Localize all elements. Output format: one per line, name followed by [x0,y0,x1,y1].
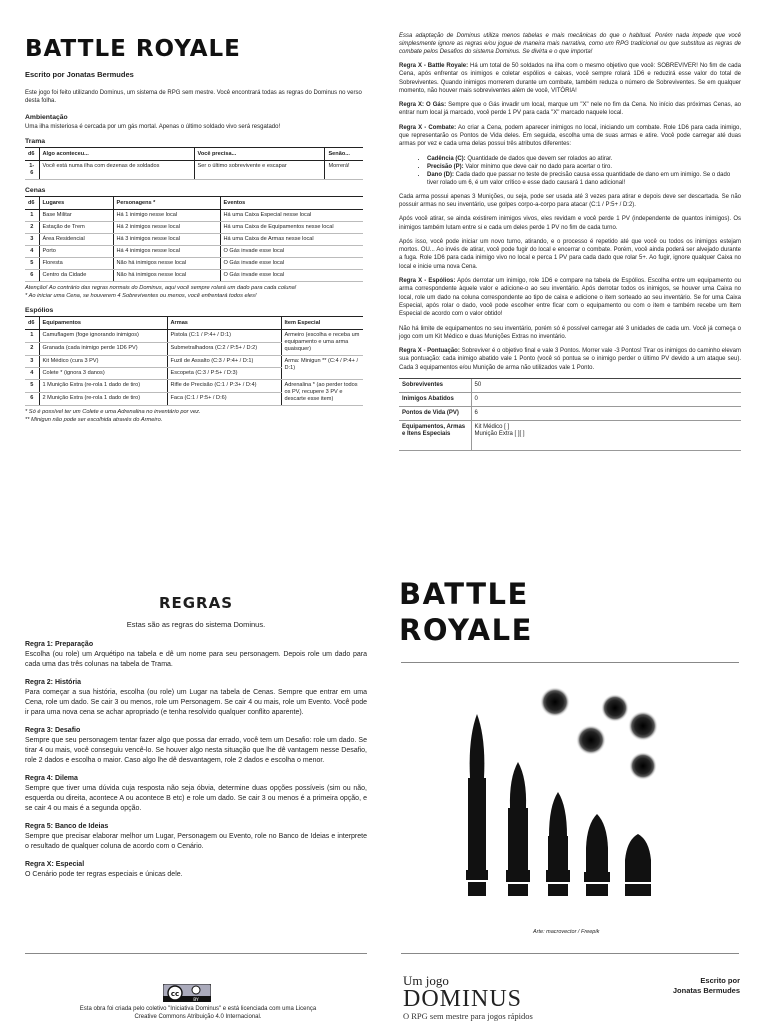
col-header: Personagens * [113,197,220,210]
attr-name: Dano (D): [427,171,454,178]
table-cell: Há 2 inimigos nesse local [113,222,220,234]
table-cell: O Gás invade esse local [220,258,363,270]
table-cell: Kit Médico (cura 3 PV) [39,356,167,368]
rule-text: O Cenário pode ter regras especiais e únicas dele. [25,871,183,878]
rule-heading: Regra X - Pontuação: [399,348,460,355]
table-cell: Floresta [39,258,113,270]
rules-page-right [399,32,741,451]
table-cell: Há uma Caixa de Equipamentos nesse local [220,222,363,234]
col-header: d6 [25,148,39,161]
table-cell: Faca (C:1 / P:5+ / D:6) [167,393,281,406]
table-row [25,270,363,282]
rule-heading: Regra 2: História [25,679,82,686]
col-header: Item Especial [281,317,363,330]
col-header: Você precisa... [194,148,325,161]
rule-heading: Regra 1: Preparação [25,641,94,648]
table-row [25,380,363,393]
table-cell: Submetralhadora (C:2 / P:5+ / D:2) [167,343,281,356]
rules-subtitle: Estas são as regras do sistema Dominus. [126,620,266,629]
back-author-name: Jonatas Bermudes [672,986,740,995]
table-cell: Você está numa ilha com dezenas de soldados [39,161,194,180]
col-header: Algo aconteceu... [39,148,194,161]
rule-paragraph [399,101,741,118]
rule-heading: Regra 3: Desafio [25,727,81,734]
rule-text: Escolha (ou role) um Arquétipo na tabela e dê um nome para seu personagem. Depois role um dado para cada uma das três colunas na tabela de Trama. [25,651,367,668]
dominus-tagline: O RPG sem mestre para jogos rápidos [403,1011,533,1021]
rule-text: Para começar a sua história, escolha (ou role) um Lugar na tabela de Cenas. Sempre que entrar em uma Cena, role um dado. Se cair 3 ou menos, role um Personagem. Se cair 4 ou mais, role um Evento. Você pode ir para uma nova cena se achar apropriado (e tenha resolvido qualquer conflito aparente). [25,689,367,716]
table-cell: O Gás invade esse local [220,246,363,258]
dominus-rules [25,594,367,888]
table-cell: Arma: Minigun ** (C:4 / P:4+ / D:1) [281,356,363,380]
espolios-note-1: * Só é possível ter um Colete e uma Adrenalina no inventário por vez. [25,409,201,415]
adaptation-intro: Essa adaptação de Dominus utiliza menos tabelas e mais mecânicas do que o habitual. Porém nada impede que você simplesmente ignore as regras e/ou jogue de maneira mais narrativa, como um RPG tradicional ou que substitua as regras de combate pelos Desafios do sistema Dominus. Se divirta e o que importa! [399,33,741,55]
rule-text: Sempre que seu personagem tentar fazer algo que possa dar errado, você tem um Desafio: role um dado. Se tirar 4 ou mais, você conseguiu vencê-lo. Se houver algo nesta situação que lhe dê vantagem nesse Desafio, role 2 dados e escolha o maior. Caso algo lhe dê desvantagem, role 2 dados e escolha o menor. [25,737,367,764]
score-value[interactable]: Kit Médico [ ] Munição Extra [ ][ ] [471,421,741,451]
attr-text: Quantidade de dados que devem ser rolados ao atirar. [467,155,613,162]
score-label: Inimigos Abatidos [399,393,471,407]
cc-license-badge [163,984,211,1002]
score-value[interactable]: 6 [471,407,741,421]
table-cell: Não há inimigos nesse local [113,258,220,270]
attr-name: Precisão (P): [427,163,464,170]
cenas-heading: Cenas [25,187,46,194]
table-row [25,246,363,258]
col-header: d6 [25,317,39,330]
table-cell: Há uma Caixa de Armas nesse local [220,234,363,246]
intro-text: Este jogo foi feito utilizando Dominus, um sistema de RPG sem mestre. Você encontrará todas as regras do Dominus no verso desta folha. [25,90,362,104]
rule-heading: Regra X - Combate: [399,124,457,131]
table-cell: O Gás invade esse local [220,270,363,282]
table-cell: Camuflagem (foge ignorando inimigos) [39,330,167,343]
table-cell: 2 [25,222,39,234]
table-row [25,356,363,368]
table-cell: Fuzil de Assalto (C:3 / P:4+ / D:1) [167,356,281,368]
art-credit: Arte: macrovector / Freepik [533,929,600,935]
weapon-attributes-list [427,155,741,187]
combat-paragraph: Após isso, você pode iniciar um novo turno, atirando, e o processo é repetido até que você ou todos os inimigos estejam mortos. OU... Ao invés de atirar, você pode fugir do local e encerrar o combate. Porém, você ainda poderá ser alvejado durante a fuga. Role 1D6 para cada inimigo vivo no local e perca 1 PV para cada dado que rolar 5+. Ao fugir, ignore qualquer Caixa no local e inicie uma nova Cena. [399,238,741,270]
list-item [427,171,741,187]
score-label: Pontos de Vida (PV) [399,407,471,421]
back-cover [399,576,741,648]
cenas-table [25,196,363,282]
table-cell: 6 [25,393,39,406]
dominus-wordmark: DOMINUS [403,986,523,1012]
rule-heading: Regra X: O Gás: [399,102,447,109]
col-header: Eventos [220,197,363,210]
score-value[interactable]: 0 [471,393,741,407]
espolios-table [25,316,363,406]
table-cell: Área Residencial [39,234,113,246]
rule-heading: Regra 5: Banco de Ideias [25,823,109,830]
front-page [25,36,363,424]
table-cell: Centro da Cidade [39,270,113,282]
col-header: d6 [25,197,39,210]
um-jogo-text: Um jogo [403,973,449,988]
table-row [25,330,363,343]
attr-text: Valor mínimo que deve cair no dado para acertar o tiro. [465,163,612,170]
table-cell: Ser o último sobrevivente e escapar [194,161,325,180]
rule-paragraph [399,124,741,149]
rule-text: Sempre que tiver uma dúvida cuja resposta não seja óbvia, determine duas opções possíveis (sim ou não, esquerda ou direita, acontece A ou acontece B etc) e role um dado. Se cair 3 ou menos é a primeira opção, e se cair 4 ou mais é a segunda opção. [25,785,367,812]
table-cell: Granada (cada inimigo perde 1D6 PV) [39,343,167,356]
table-cell: 6 [25,270,39,282]
back-author [600,976,740,996]
table-row [25,161,363,180]
table-cell: 2 Munição Extra (re-rola 1 dado de tiro) [39,393,167,406]
espolios-note-2: ** Minigun não pode ser escolhida através do Armeiro. [25,416,163,423]
score-label: Sobreviventes [399,379,471,393]
rule-heading: Regra 4: Dilema [25,775,78,782]
table-cell: Há 4 inimigos nesse local [113,246,220,258]
table-cell: 4 [25,368,39,380]
rule-paragraph [399,62,741,95]
divider [401,662,739,663]
table-cell: Base Militar [39,210,113,222]
table-cell: Escopeta (C:3 / P:5+ / D:3) [167,368,281,380]
table-row [25,222,363,234]
cover-title-1: BATTLE [399,577,529,611]
table-cell: 3 [25,234,39,246]
table-cell: 5 [25,380,39,393]
table-cell: 3 [25,356,39,368]
combat-paragraph: Após você atirar, se ainda existirem inimigos vivos, eles revidam e você perde 1 PV (independente de quantos inimigos). Os inimigos também lutam entre si e cada um deles perde 1 PV no fim de cada turno. [399,216,741,231]
table-cell: Adrenalina * (ao perder todos os PV, recupere 3 PV e descarte esse item) [281,380,363,406]
table-cell: Rifle de Precisão (C:1 / P:3+ / D:4) [167,380,281,393]
escrito-por-label: Escrito por [700,976,740,985]
table-cell: 2 [25,343,39,356]
table-cell: 1 [25,210,39,222]
table-cell: Armeiro (escolha e receba um equipamento e uma arma quaisquer) [281,330,363,356]
table-cell: Pistola (C:1 / P:4+ / D:1) [167,330,281,343]
combat-paragraph: Cada arma possui apenas 3 Munições, ou seja, pode ser usada até 3 vezes para atirar e depois deve ser descartada. Se não possuir armas no seu inventário, use golpes corpo-a-corpo para atacar (C:1 / P:5+ / D:2). [399,193,741,208]
score-value[interactable]: 50 [471,379,741,393]
rule-text: Sempre que precisar elaborar melhor um Lugar, Personagem ou Evento, role no Banco de Ideias e interprete o resultado de qualquer coluna de acordo com o Cenário. [25,833,367,850]
divider [25,953,367,954]
table-row [399,407,741,421]
table-cell: 4 [25,246,39,258]
cenas-note-enemies: * Ao iniciar uma Cena, se houverem 4 Sobreviventes ou menos, você enfrentará todos eles! [25,292,257,299]
table-cell: Estação de Trem [39,222,113,234]
game-title: BATTLE ROYALE [25,36,241,62]
table-row [25,234,363,246]
col-header: Lugares [39,197,113,210]
col-header: Senão... [325,148,363,161]
trama-table [25,147,363,180]
cc-by-icon [163,984,211,1002]
rule-text: Sempre que o Gás invadir um local, marque um "X" nele no fim da Cena. No início das próximas Cenas, ao entrar num local já marcado, você perde 1 PV para cada "X" marcado naquele local. [399,102,742,117]
table-cell: 1 [25,330,39,343]
license-text: Esta obra foi criada pelo coletivo "Iniciativa Dominus" e está licenciada com uma Licença Creative Commons Atribuição 4.0 Internacional. [79,1006,317,1020]
bullets-illustration [445,678,685,918]
score-label: Equipamentos, Armas e Itens Especiais [399,421,471,451]
table-cell: Há 3 inimigos nesse local [113,234,220,246]
rule-text: Sobreviver é o objetivo final e vale 3 Pontos. Morrer vale -3 Pontos! Tirar os inimigos do caminho elevam sua pontuação: cada inimigo abatido vale 1 Ponto (você só pontua se o inimigo perder o último PV devido a um ataque seu). Cada 3 equipamentos e/ou Munição de arma não utilizados vale 1 Ponto. [399,348,742,371]
rule-text: Há um total de 50 soldados na ilha com o mesmo objetivo que você: SOBREVIVER! No fim de cada Cena, após enfrentar os inimigos e coletar espólios e caixas, você sempre rolará 1D6 e reduzirá esse valor do total de Sobreviventes. Quando inimigos morrerem durante um combate, também reduza o número de Sobreviventes. Se em qualquer momento, não houver mais sobreviventes além de você, VITÓRIA! [399,63,741,94]
rule-text: Após derrotar um inimigo, role 1D6 e compare na tabela de Espólios. Escolha entre um equipamento ou arma correspondente àquele valor e adicione-o ao seu inventário. Após derrotar todos os inimigos, se houver uma Caixa no local, role um dado na coluna correspondente ao tipo de caixa e adicione o item sorteado ao seu inventário. Se for uma Caixa Especial, após rolar o dado, você pode escolher entre ficar com o equipamento ou com o item e também recebe um Item Especial de acordo com o valor obtido! [399,278,741,318]
divider [401,953,739,954]
table-row [25,210,363,222]
table-row [25,258,363,270]
rule-paragraph [399,277,741,318]
table-cell: Morrerá! [325,161,363,180]
bullets-icon [445,678,685,918]
score-sheet [399,379,741,451]
table-cell: Porto [39,246,113,258]
ambientacao-text: Uma ilha misteriosa é cercada por um gás mortal. Apenas o último soldado vivo será resgatado! [25,124,281,130]
cenas-note-attention: Atenção! Ao contrário das regras normais do Dominus, aqui você sempre rolará um dado para cada coluna! [25,285,297,291]
table-cell: 5 [25,258,39,270]
cc-text: cc [170,990,180,998]
attr-text: Cada dado que passar no teste de precisão causa essa quantidade de dano em um inimigo. Se o dado tiver rolado um 6, é um valor crítico e esse dado causará 1 dano adicional! [427,171,731,186]
table-row [399,393,741,407]
table-cell: 1-6 [25,161,39,180]
rule-paragraph [399,347,741,372]
rule-text: Ao criar a Cena, podem aparecer inimigos no local, iniciando um combate. Role 1D6 para cada inimigo, que representarão os Pontos de Vida deles. Em seguida, escolha uma de suas armas e atire. Você pode carregar até duas armas por vez e cada uma delas possui três atributos diferentes: [399,124,741,148]
cover-title-2: ROYALE [399,613,533,647]
espolios-heading: Espólios [25,307,54,314]
author-line: Escrito por Jonatas Bermudes [25,70,134,79]
rule-heading: Regra X - Battle Royale: [399,63,469,69]
col-header: Equipamentos [39,317,167,330]
trama-heading: Trama [25,138,46,145]
rule-heading: Regra X - Espólios: [399,278,456,285]
list-item [427,155,741,163]
dominus-logo [403,974,533,1022]
table-cell: Colete * (ignora 3 danos) [39,368,167,380]
attr-name: Cadência (C): [427,155,466,162]
inventory-paragraph: Não há limite de equipamentos no seu inventário, porém só é possível carregar até 3 unidades de cada um. Você já começa o jogo com um Kit Médico e duas Munições Extras no inventário. [399,325,741,340]
table-cell: Não há inimigos nesse local [113,270,220,282]
table-row [399,421,741,451]
table-cell: Há 1 inimigo nesse local [113,210,220,222]
table-row [399,379,741,393]
ambientacao-heading: Ambientação [25,114,68,121]
by-text: BY [193,998,199,1002]
rule-heading: Regra X: Especial [25,861,85,868]
rules-title: REGRAS [158,594,234,612]
table-cell: Há uma Caixa Especial nesse local [220,210,363,222]
col-header: Armas [167,317,281,330]
table-cell: 1 Munição Extra (re-rola 1 dado de tiro) [39,380,167,393]
list-item [427,163,741,171]
